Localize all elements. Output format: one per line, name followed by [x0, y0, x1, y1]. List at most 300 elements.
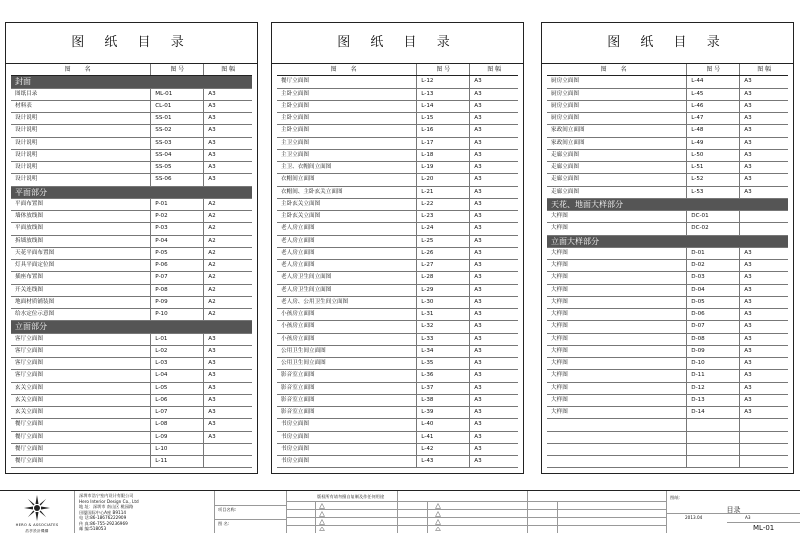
table-row	[547, 223, 788, 235]
cell-name: 主卫、衣帽间立面图	[277, 162, 417, 174]
cell-size: A3	[470, 382, 518, 394]
cell-size: A3	[470, 162, 518, 174]
cell-name: 大样图	[547, 345, 687, 357]
cell-size: A3	[470, 247, 518, 259]
cell-num: L-35	[417, 358, 470, 370]
table-row	[277, 100, 518, 112]
table-row	[11, 174, 252, 186]
table-row	[11, 443, 252, 455]
cell-name: 影音室立面图	[277, 370, 417, 382]
cell-size: A3	[740, 76, 788, 88]
cell-size	[204, 456, 252, 468]
cell-name: 大样图	[547, 394, 687, 406]
table-row	[547, 113, 788, 125]
cell-name: 大样图	[547, 260, 687, 272]
cell-num: P-04	[151, 235, 204, 247]
drawing-list-panel-2	[271, 22, 524, 474]
cell-size: A3	[470, 321, 518, 333]
cell-name: 大样图	[547, 296, 687, 308]
table-row	[11, 223, 252, 235]
cell-size: A3	[740, 407, 788, 419]
cell-num: D-13	[687, 394, 740, 406]
cell-num: ML-01	[151, 88, 204, 100]
cell-size	[204, 443, 252, 455]
cell-size: A3	[470, 394, 518, 406]
cell-name: 大样图	[547, 407, 687, 419]
cell-name: 小孩房立面图	[277, 321, 417, 333]
header-name: 图 名	[277, 64, 417, 76]
table-row	[11, 456, 252, 468]
company-line: 传 真:86-755-29236969	[79, 520, 128, 526]
cell-size: A3	[740, 162, 788, 174]
cell-num: L-29	[417, 284, 470, 296]
cell-num: D-10	[687, 358, 740, 370]
cell-size: A2	[204, 247, 252, 259]
cell-num: P-03	[151, 223, 204, 235]
cell-num: P-08	[151, 284, 204, 296]
table-row	[11, 113, 252, 125]
table-row	[547, 394, 788, 406]
cell-num: L-05	[151, 382, 204, 394]
copyright-note: 版权所有请勿擅自复制及作任何用途	[317, 494, 385, 499]
panel-title: 图 纸 目 录	[6, 23, 257, 64]
section-header	[11, 186, 252, 198]
cell-name: 主卧玄关立面图	[277, 198, 417, 210]
cell-size: A3	[740, 125, 788, 137]
cell-name: 天花平面布置图	[11, 247, 151, 259]
drawing-table	[547, 64, 788, 468]
cell-num	[687, 456, 740, 468]
section-header	[547, 235, 788, 247]
table-row	[277, 345, 518, 357]
cell-size: A3	[740, 247, 788, 259]
sheet-title-block	[667, 491, 800, 533]
sheet-title: 目录	[726, 506, 741, 514]
cell-size: A3	[470, 174, 518, 186]
table-row	[547, 358, 788, 370]
cell-name: 主卫立面图	[277, 149, 417, 161]
cell-name: 餐厅立面图	[11, 431, 151, 443]
cell-num: L-04	[151, 370, 204, 382]
cell-name: 走廊立面图	[547, 162, 687, 174]
table-row	[277, 431, 518, 443]
table-row	[547, 309, 788, 321]
company-line: 地 址：深圳市 南山区 桃园路	[79, 504, 134, 509]
cell-size	[740, 443, 788, 455]
cell-num: P-05	[151, 247, 204, 259]
cell-num: P-01	[151, 198, 204, 210]
table-row	[547, 431, 788, 443]
table-row	[11, 162, 252, 174]
project-fields	[215, 491, 287, 533]
cell-num: L-42	[417, 443, 470, 455]
cell-name: 设计说明	[11, 137, 151, 149]
project-name-label: 项目名称:	[218, 507, 237, 512]
cell-size: A3	[740, 149, 788, 161]
cell-num: SS-04	[151, 149, 204, 161]
cell-size	[740, 223, 788, 235]
table-row	[277, 260, 518, 272]
table-row	[11, 370, 252, 382]
cell-num: D-02	[687, 260, 740, 272]
table-row	[277, 198, 518, 210]
section-title: 平面部分	[11, 186, 252, 198]
header-size: 图 幅	[470, 64, 518, 76]
cell-size	[740, 431, 788, 443]
cell-num: D-05	[687, 296, 740, 308]
cell-num: L-49	[687, 137, 740, 149]
table-row	[11, 358, 252, 370]
cell-num: L-23	[417, 211, 470, 223]
cell-name: 大样图	[547, 382, 687, 394]
cell-name: 大样图	[547, 272, 687, 284]
table-row	[11, 296, 252, 308]
cell-num: L-01	[151, 333, 204, 345]
cell-name	[547, 431, 687, 443]
cell-num: DC-01	[687, 211, 740, 223]
table-row	[547, 284, 788, 296]
cell-num: P-06	[151, 260, 204, 272]
cell-name: 客厅立面图	[11, 358, 151, 370]
cell-size: A3	[204, 419, 252, 431]
cell-size: A3	[740, 333, 788, 345]
table-row	[547, 370, 788, 382]
cell-size: A3	[470, 211, 518, 223]
table-row	[277, 296, 518, 308]
table-row	[11, 211, 252, 223]
cell-num: L-47	[687, 113, 740, 125]
table-row	[11, 272, 252, 284]
cell-size: A3	[470, 186, 518, 198]
cell-size: A3	[204, 162, 252, 174]
cell-size: A3	[740, 370, 788, 382]
cell-name: 书房立面图	[277, 419, 417, 431]
table-row	[277, 456, 518, 468]
cell-name: 客厅立面图	[11, 345, 151, 357]
header-num: 图 号	[687, 64, 740, 76]
header-name: 图 名	[11, 64, 151, 76]
cell-name: 设计说明	[11, 149, 151, 161]
cell-name: 墙体放线图	[11, 211, 151, 223]
section-header	[11, 321, 252, 333]
cell-num: SS-05	[151, 162, 204, 174]
table-row	[277, 125, 518, 137]
cell-size: A3	[740, 394, 788, 406]
cell-name: 大样图	[547, 309, 687, 321]
cell-name: 大样图	[547, 211, 687, 223]
cell-size: A3	[740, 174, 788, 186]
cell-name: 小孩房立面图	[277, 309, 417, 321]
cell-size: A3	[470, 358, 518, 370]
cell-size: A2	[204, 223, 252, 235]
table-row	[11, 407, 252, 419]
table-row	[547, 162, 788, 174]
cell-size: A3	[470, 88, 518, 100]
cell-name: 地面材质铺装图	[11, 296, 151, 308]
cell-name: 走廊立面图	[547, 186, 687, 198]
cell-name: 设计说明	[11, 162, 151, 174]
table-row	[277, 149, 518, 161]
cell-name: 老人房立面图	[277, 260, 417, 272]
table-row	[11, 309, 252, 321]
cell-size: A3	[470, 125, 518, 137]
cell-num: L-07	[151, 407, 204, 419]
cell-size: A2	[204, 284, 252, 296]
cell-name: 玄关立面图	[11, 394, 151, 406]
cell-num: SS-06	[151, 174, 204, 186]
title-block	[0, 490, 800, 533]
table-row	[277, 358, 518, 370]
cell-size: A3	[204, 125, 252, 137]
cell-name: 老人房立面图	[277, 223, 417, 235]
cell-size: A3	[470, 333, 518, 345]
cell-num: D-08	[687, 333, 740, 345]
table-row	[277, 223, 518, 235]
table-row	[277, 321, 518, 333]
cell-name: 老人房立面图	[277, 247, 417, 259]
cell-name: 影音室立面图	[277, 382, 417, 394]
cell-size: A3	[204, 100, 252, 112]
cell-num: L-32	[417, 321, 470, 333]
cell-name: 走廊立面图	[547, 149, 687, 161]
cell-num: L-18	[417, 149, 470, 161]
cell-num: P-10	[151, 309, 204, 321]
cell-num: L-43	[417, 456, 470, 468]
sheet-paper-size: A3	[745, 515, 751, 520]
cell-size: A3	[740, 321, 788, 333]
table-row	[277, 88, 518, 100]
cell-name: 主卧立面图	[277, 125, 417, 137]
cell-num: P-07	[151, 272, 204, 284]
cell-num	[687, 419, 740, 431]
section-header	[11, 76, 252, 88]
cell-num: L-17	[417, 137, 470, 149]
cell-name: 拆墙放线图	[11, 235, 151, 247]
table-row	[277, 186, 518, 198]
cell-size: A3	[470, 137, 518, 149]
cell-name: 给水定位示意图	[11, 309, 151, 321]
table-row	[547, 211, 788, 223]
cell-num: L-31	[417, 309, 470, 321]
drawing-name-label: 图 名:	[218, 521, 230, 526]
table-row	[547, 149, 788, 161]
cell-name: 书房立面图	[277, 456, 417, 468]
cell-num: L-21	[417, 186, 470, 198]
table-row	[11, 260, 252, 272]
table-row	[11, 284, 252, 296]
cell-name: 老人房卫生间立面图	[277, 284, 417, 296]
cell-size: A3	[740, 284, 788, 296]
cell-size: A3	[470, 284, 518, 296]
cell-size: A2	[204, 260, 252, 272]
cell-name: 主卫立面图	[277, 137, 417, 149]
cell-size: A2	[204, 198, 252, 210]
cell-size: A3	[204, 113, 252, 125]
cell-num: CL-01	[151, 100, 204, 112]
table-row	[11, 333, 252, 345]
drawing-table	[11, 64, 252, 468]
table-row	[277, 113, 518, 125]
cell-name: 老人房卫生间立面图	[277, 272, 417, 284]
cell-num: L-27	[417, 260, 470, 272]
cell-num: L-30	[417, 296, 470, 308]
table-row	[277, 272, 518, 284]
cell-name: 玄关立面图	[11, 407, 151, 419]
cell-num: SS-02	[151, 125, 204, 137]
cell-num: D-11	[687, 370, 740, 382]
cell-name: 书房立面图	[277, 443, 417, 455]
cell-num: P-09	[151, 296, 204, 308]
cell-size	[740, 211, 788, 223]
cell-name: 衣帽间立面图	[277, 174, 417, 186]
cell-size: A3	[740, 345, 788, 357]
cell-size: A3	[204, 333, 252, 345]
cell-num: L-46	[687, 100, 740, 112]
cell-num: L-19	[417, 162, 470, 174]
cell-num: L-41	[417, 431, 470, 443]
cell-size: A3	[740, 186, 788, 198]
cell-num: L-09	[151, 431, 204, 443]
cell-name: 设计说明	[11, 174, 151, 186]
cell-name: 大样图	[547, 284, 687, 296]
drawing-list-panel-1	[5, 22, 258, 474]
drawing-list-panel-3	[541, 22, 794, 474]
cell-size: A3	[204, 431, 252, 443]
table-row	[547, 137, 788, 149]
cell-size: A3	[470, 296, 518, 308]
table-row	[11, 394, 252, 406]
cell-num: L-22	[417, 198, 470, 210]
company-line: 邮 编:518053	[79, 526, 107, 531]
cell-name: 书房立面图	[277, 431, 417, 443]
cell-num: L-02	[151, 345, 204, 357]
cell-num: L-12	[417, 76, 470, 88]
cell-name: 餐厅立面图	[11, 456, 151, 468]
cell-name: 大样图	[547, 333, 687, 345]
table-row	[547, 125, 788, 137]
cell-num: D-06	[687, 309, 740, 321]
cell-size	[740, 419, 788, 431]
cell-name: 灯具平面定位图	[11, 260, 151, 272]
table-header	[277, 64, 518, 76]
cell-name: 平面布置图	[11, 198, 151, 210]
header-num: 图 号	[151, 64, 204, 76]
cell-size: A3	[740, 137, 788, 149]
cell-name: 主卧立面图	[277, 113, 417, 125]
cell-name: 影音室立面图	[277, 407, 417, 419]
cell-size: A2	[204, 272, 252, 284]
table-row	[547, 247, 788, 259]
cell-num: L-45	[687, 88, 740, 100]
section-title: 立面大样部分	[547, 235, 788, 247]
cell-name: 衣帽间、主卧玄关立面图	[277, 186, 417, 198]
table-row	[547, 419, 788, 431]
company-line: 深圳市浩宁室内设计有限公司	[79, 493, 134, 498]
table-row	[547, 186, 788, 198]
cell-name: 老人房、公用卫生间立面图	[277, 296, 417, 308]
cell-num: L-26	[417, 247, 470, 259]
cell-num: L-16	[417, 125, 470, 137]
sheet-field-label: 图纸:	[670, 495, 680, 500]
cell-name: 厨房立面图	[547, 88, 687, 100]
cell-name: 主卧立面图	[277, 100, 417, 112]
company-logo	[0, 491, 75, 533]
cell-size: A3	[204, 149, 252, 161]
cell-num: D-03	[687, 272, 740, 284]
table-row	[547, 321, 788, 333]
header-size: 图 幅	[204, 64, 252, 76]
cell-num: L-13	[417, 88, 470, 100]
cell-size: A3	[470, 149, 518, 161]
cell-name: 玄关立面图	[11, 382, 151, 394]
cell-num: D-07	[687, 321, 740, 333]
cell-name: 大样图	[547, 370, 687, 382]
cell-name: 厨房立面图	[547, 76, 687, 88]
cell-num	[687, 431, 740, 443]
cell-name: 厨房立面图	[547, 113, 687, 125]
cell-name: 客厅立面图	[11, 333, 151, 345]
drawing-table	[277, 64, 518, 468]
cell-name: 影音室立面图	[277, 394, 417, 406]
cell-name: 图纸目录	[11, 88, 151, 100]
table-row	[277, 370, 518, 382]
cell-size: A3	[740, 272, 788, 284]
table-row	[11, 235, 252, 247]
cell-num: SS-01	[151, 113, 204, 125]
cell-num: L-28	[417, 272, 470, 284]
warning-triangle-icon	[319, 503, 325, 531]
table-row	[547, 345, 788, 357]
cell-num: D-04	[687, 284, 740, 296]
cell-name: 厨房立面图	[547, 100, 687, 112]
cell-name: 插座布置图	[11, 272, 151, 284]
table-row	[11, 198, 252, 210]
cell-size: A3	[470, 431, 518, 443]
cell-name: 小孩房立面图	[277, 333, 417, 345]
cell-num: L-40	[417, 419, 470, 431]
table-row	[11, 431, 252, 443]
cell-name: 大样图	[547, 358, 687, 370]
header-size: 图 幅	[740, 64, 788, 76]
table-row	[547, 443, 788, 455]
cell-size	[740, 456, 788, 468]
cell-size: A3	[204, 358, 252, 370]
cell-num: D-12	[687, 382, 740, 394]
cell-size: A3	[740, 296, 788, 308]
cell-size: A3	[204, 370, 252, 382]
cell-num: L-34	[417, 345, 470, 357]
panel-title: 图 纸 目 录	[272, 23, 523, 64]
cell-num: L-50	[687, 149, 740, 161]
cell-num: L-06	[151, 394, 204, 406]
cell-size: A3	[204, 382, 252, 394]
brand-name-en: HERO & ASSOCIATES	[15, 523, 59, 527]
header-name: 图 名	[547, 64, 687, 76]
company-line: 田厦国际中心A座 B9114	[79, 509, 127, 515]
cell-num: L-37	[417, 382, 470, 394]
table-row	[547, 456, 788, 468]
table-row	[547, 76, 788, 88]
cell-name: 设计说明	[11, 113, 151, 125]
cell-name: 设计说明	[11, 125, 151, 137]
table-row	[277, 211, 518, 223]
table-row	[11, 125, 252, 137]
cell-num: L-24	[417, 223, 470, 235]
cell-num: D-09	[687, 345, 740, 357]
table-row	[547, 407, 788, 419]
cell-name: 主卧玄关立面图	[277, 211, 417, 223]
section-title: 立面部分	[11, 321, 252, 333]
